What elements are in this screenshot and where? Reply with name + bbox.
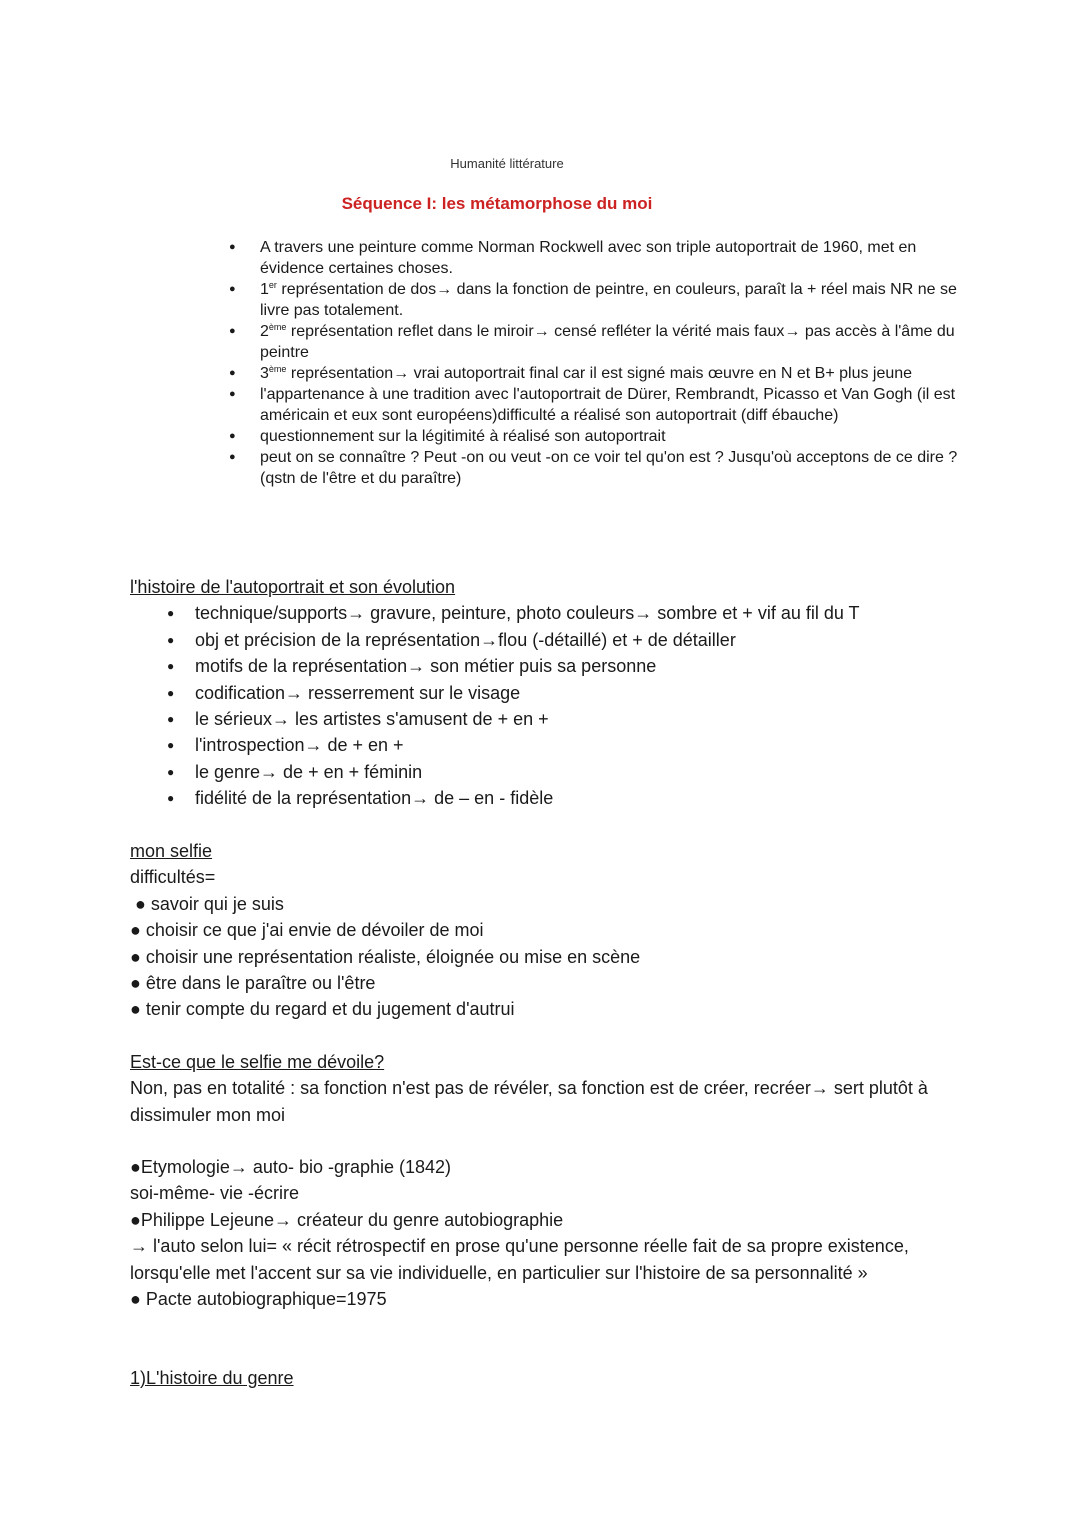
- intro-bullet-list: [260, 237, 960, 489]
- intro-bullet-7: ● peut on se connaître ? Peut -on ou veut -on ce voir tel qu'on est ? Jusqu'où acceptons de ce dire ? (qstn de l'être et du paraître): [260, 447, 960, 489]
- question-section: [130, 1049, 960, 1128]
- history-item: ● l'introspection→ de + en +: [130, 732, 960, 758]
- history-item: ● le genre→ de + en + féminin: [130, 759, 960, 785]
- selfie-item: ● tenir compte du regard et du jugement d'autrui: [130, 999, 515, 1020]
- history-list: [130, 600, 960, 811]
- etymology-section: [130, 1154, 960, 1312]
- intro-bullet-6: ● questionnement sur la légitimité à réalisé son autoportrait: [260, 426, 960, 447]
- history-item: ● motifs de la représentation→ son métier puis sa personne: [130, 653, 960, 679]
- genre-history-section: [130, 1365, 960, 1391]
- etymology-line: ●Etymologie→ auto- bio -graphie (1842): [130, 1157, 452, 1177]
- etymology-translation: soi-même- vie -écrire: [130, 1183, 300, 1204]
- history-item: ● codification→ resserrement sur le visage: [130, 680, 960, 706]
- selfie-item: ● être dans le paraître ou l'être: [130, 973, 376, 994]
- selfie-heading: mon selfie: [130, 841, 213, 861]
- autobiography-definition: → l'auto selon lui= « récit rétrospectif en prose qu'une personne réelle fait de sa propre existence, lorsqu'elle met l'accent sur sa vie individuelle, en particulier sur l'histoire de sa personnalité »: [130, 1236, 909, 1283]
- intro-bullet-2: ● 1er représentation de dos→ dans la fonction de peintre, en couleurs, paraît la + réel mais NR ne se livre pas totalement.: [260, 279, 960, 321]
- page-title: Séquence I: les métamorphose du moi: [341, 194, 653, 213]
- history-item: ● fidélité de la représentation→ de – en - fidèle: [130, 785, 960, 811]
- history-item: ● obj et précision de la représentation→flou (-détaillé) et + de détailler: [130, 627, 960, 653]
- selfie-item: ● choisir ce que j'ai envie de dévoiler de moi: [130, 920, 484, 941]
- question-answer: Non, pas en totalité : sa fonction n'est pas de révéler, sa fonction est de créer, recréer→ sert plutôt à dissimuler mon moi: [130, 1078, 928, 1125]
- history-section: [130, 574, 960, 812]
- document-header: Humanité littérature: [450, 156, 564, 171]
- intro-bullet-3: ● 2ème représentation reflet dans le miroir→ censé refléter la vérité mais faux→ pas accès à l'âme du peintre: [260, 321, 960, 363]
- autobiographical-pact: ● Pacte autobiographique=1975: [130, 1289, 387, 1310]
- intro-bullet-4: ● 3ème représentation→ vrai autoportrait final car il est signé mais œuvre en N et B+ plus jeune: [260, 363, 960, 384]
- selfie-difficulties-label: difficultés=: [130, 867, 216, 888]
- intro-bullet-5: ● l'appartenance à une tradition avec l'autoportrait de Dürer, Rembrandt, Picasso et Van Gogh (il est américain et eux sont européens)difficulté a réalisé son autoportrait (diff ébauche): [260, 384, 960, 426]
- lejeune-line: ●Philippe Lejeune→ créateur du genre autobiographie: [130, 1209, 564, 1230]
- history-heading: l'histoire de l'autoportrait et son évolution: [130, 577, 456, 597]
- selfie-item: ● choisir une représentation réaliste, éloignée ou mise en scène: [130, 946, 641, 967]
- intro-bullet-1: ● A travers une peinture comme Norman Rockwell avec son triple autoportrait de 1960, met en évidence certaines choses.: [260, 237, 960, 279]
- selfie-item: ● savoir qui je suis: [130, 893, 284, 914]
- selfie-section: [130, 838, 960, 1023]
- history-item: ● le sérieux→ les artistes s'amusent de + en +: [130, 706, 960, 732]
- history-item: ● technique/supports→ gravure, peinture, photo couleurs→ sombre et + vif au fil du T: [130, 600, 960, 626]
- genre-history-heading: 1)L'histoire du genre: [130, 1368, 294, 1388]
- question-heading: Est-ce que le selfie me dévoile?: [130, 1052, 385, 1072]
